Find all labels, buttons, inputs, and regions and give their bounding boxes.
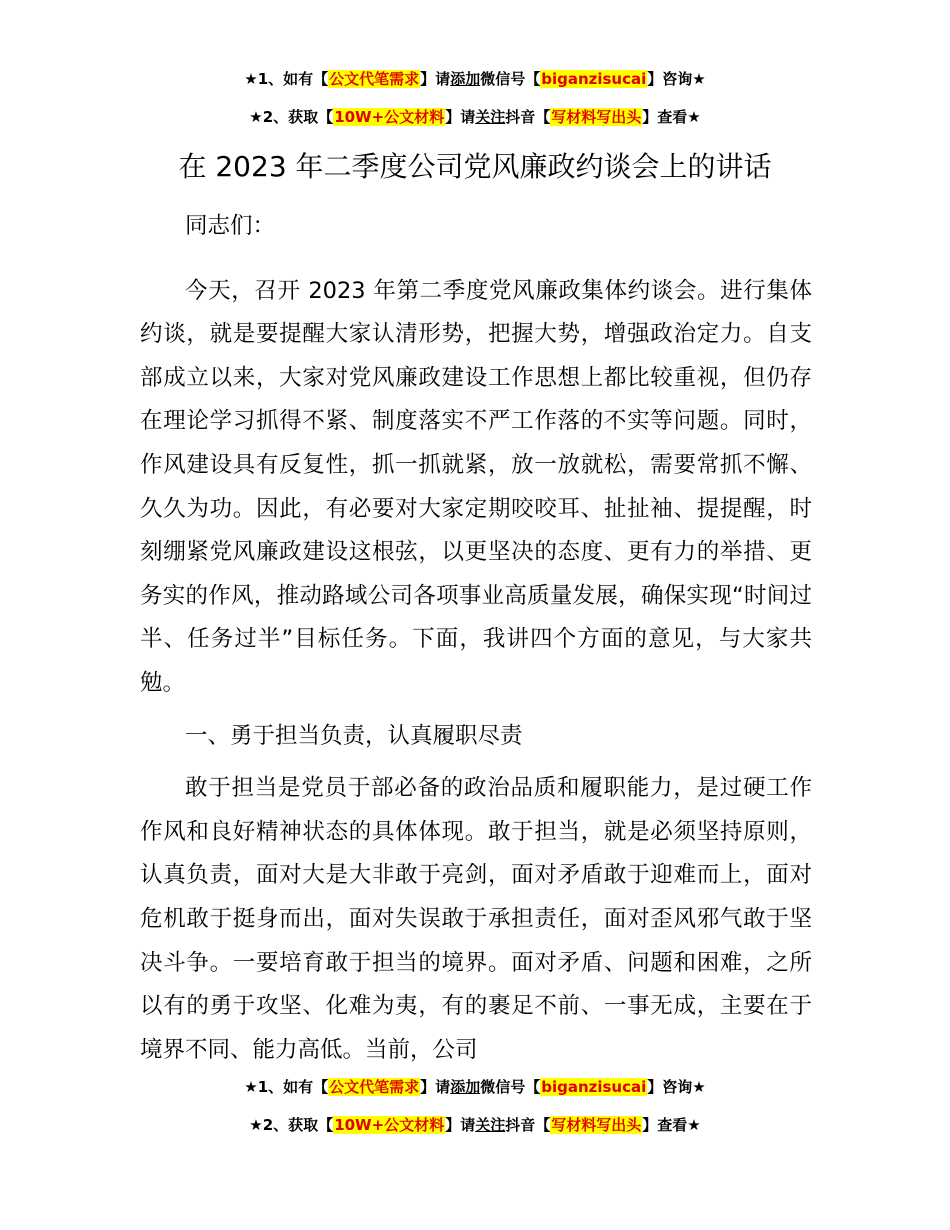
- highlight-text: 10W+公文材料: [334, 1116, 445, 1134]
- banner-text: ★2、获取【: [249, 108, 334, 126]
- banner-text: 】请: [445, 1116, 476, 1134]
- underlined-text: 关注: [475, 1116, 506, 1134]
- banner-text: 抖音【: [505, 108, 551, 126]
- highlight-text: 公文代笔需求: [329, 1078, 420, 1096]
- banner-text: 微信号【: [480, 1078, 541, 1096]
- salutation: 同志们：: [185, 213, 276, 239]
- highlight-text: biganzisucai: [541, 70, 647, 88]
- banner-text: 】查看★: [642, 108, 701, 126]
- banner-text: 】咨询★: [647, 1078, 706, 1096]
- section-heading-1: 一、勇于担当负责，认真履职尽责: [185, 722, 523, 749]
- highlight-text: 写材料写出头: [551, 108, 642, 126]
- banner-text: 微信号【: [480, 70, 541, 88]
- banner-text: ★1、如有【: [244, 70, 329, 88]
- banner-text: ★1、如有【: [244, 1078, 329, 1096]
- promo-banner-bottom-2: [0, 1115, 950, 1135]
- banner-text: 】请: [420, 70, 451, 88]
- banner-text: 】请: [420, 1078, 451, 1096]
- paragraph-intro: 今天，召开 2023 年第二季度党风廉政集体约谈会。进行集体约谈，就是要提醒大家认清形势，把握大势，增强政治定力。自支部成立以来，大家对党风廉政建设工作思想上都比较重视，但仍存在理论学习抓得不紧、制度落实不严工作落的不实等问题。同时，作风建设具有反复性，抓一抓就紧，放一放就松，需要常抓不懈、久久为功。因此，有必要对大家定期咬咬耳、扯扯袖、提提醒，时刻绷紧党风廉政建设这根弦，以更坚决的态度、更有力的举措、更务实的作风，推动路域公司各项事业高质量发展，确保实现“时间过半、任务过半”目标任务。下面，我讲四个方面的意见，与大家共勉。: [140, 277, 812, 696]
- banner-text: 抖音【: [505, 1116, 551, 1134]
- document-body: [140, 205, 812, 1072]
- highlight-text: 10W+公文材料: [334, 108, 445, 126]
- banner-text: ★2、获取【: [249, 1116, 334, 1134]
- highlight-text: 写材料写出头: [551, 1116, 642, 1134]
- promo-banner-bottom-1: [0, 1077, 950, 1097]
- underlined-text: 添加: [450, 70, 481, 88]
- highlight-text: 公文代笔需求: [329, 70, 420, 88]
- document-title: 在 2023 年二季度公司党风廉政约谈会上的讲话: [178, 150, 772, 183]
- banner-text: 】查看★: [642, 1116, 701, 1134]
- banner-text: 】请: [445, 108, 476, 126]
- promo-banner-top-1: [0, 69, 950, 89]
- underlined-text: 添加: [450, 1078, 481, 1096]
- highlight-text: biganzisucai: [541, 1078, 647, 1096]
- paragraph-section-1: 敢于担当是党员于部必备的政治品质和履职能力，是过硬工作作风和良好精神状态的具体体现。敢于担当，就是必须坚持原则，认真负责，面对大是大非敢于亮剑，面对矛盾敢于迎难而上，面对危机敢于挺身而出，面对失误敢于承担责任，面对歪风邪气敢于坚决斗争。一要培育敢于担当的境界。面对矛盾、问题和困难，之所以有的勇于攻坚、化难为夷，有的裹足不前、一事无成，主要在于境界不同、能力高低。当前，公司: [140, 775, 812, 1063]
- underlined-text: 关注: [475, 108, 506, 126]
- promo-banner-top-2: [0, 107, 950, 127]
- banner-text: 】咨询★: [647, 70, 706, 88]
